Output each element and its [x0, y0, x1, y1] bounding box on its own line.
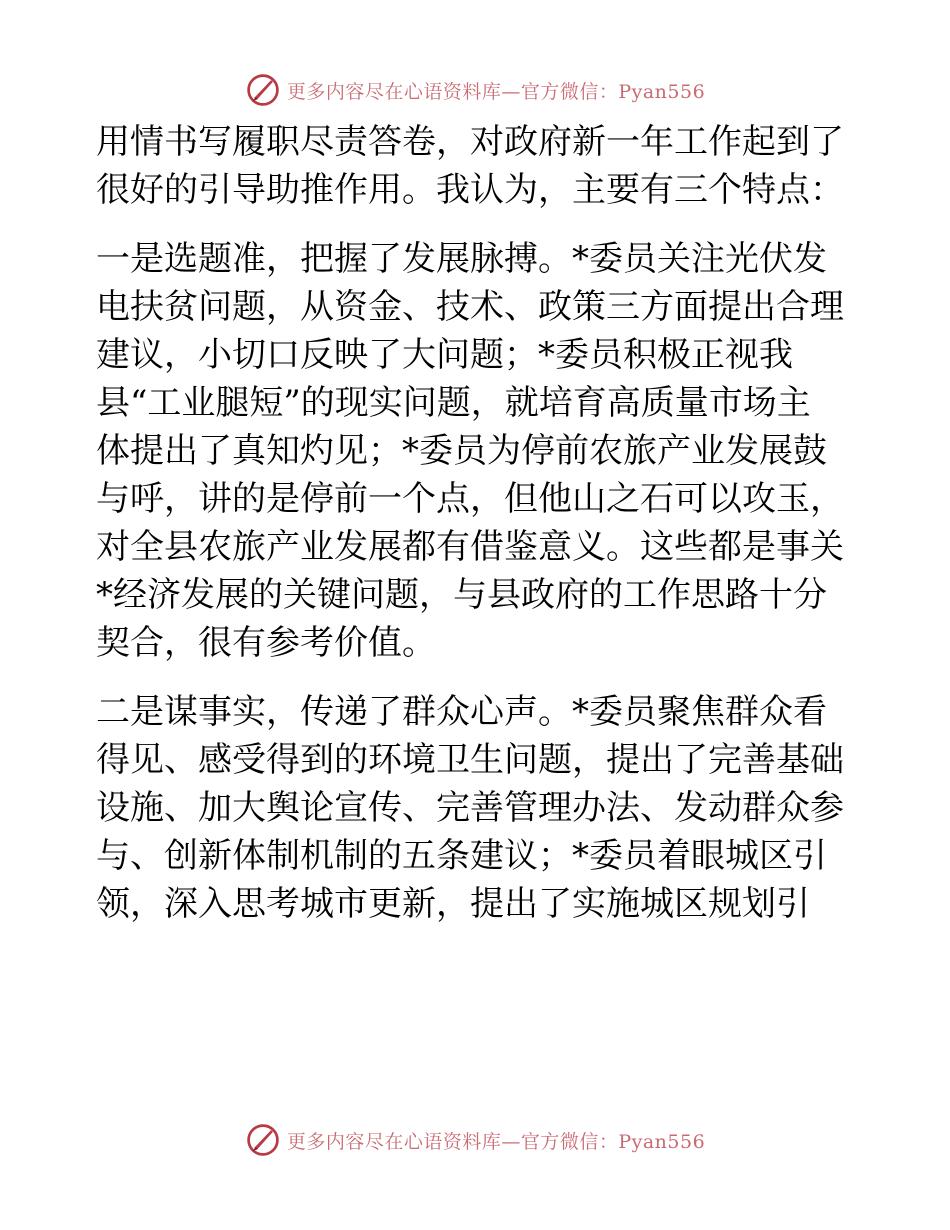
text-line: 契合，很有参考价值。 [96, 623, 436, 663]
watermark-text: 更多内容尽在心语资料库—官方微信：Pyan556 [286, 1130, 706, 1153]
text-line: 设施、加大舆论宣传、完善管理办法、发动群众参 [96, 788, 844, 828]
text-line: 建议，小切口反映了大问题；*委员积极正视我 [96, 335, 793, 375]
text-line: 对全县农旅产业发展都有借鉴意义。这些都是事关 [96, 527, 844, 567]
text-line: 领，深入思考城市更新，提出了实施城区规划引 [96, 884, 810, 924]
quill-logo-icon [245, 72, 281, 108]
text-line: 用情书写履职尽责答卷，对政府新一年工作起到了 [96, 122, 844, 162]
paragraph-gap [96, 214, 856, 235]
watermark-text: 更多内容尽在心语资料库—官方微信：Pyan556 [286, 80, 706, 103]
text-line: 一是选题准，把握了发展脉搏。*委员关注光伏发 [96, 239, 827, 279]
text-line: 与呼，讲的是停前一个点，但他山之石可以攻玉， [96, 479, 844, 519]
text-line: 县“工业腿短”的现实问题，就培育高质量市场主 [96, 383, 811, 423]
text-line: 电扶贫问题，从资金、技术、政策三方面提出合理 [96, 287, 844, 327]
paragraph-gap [96, 667, 856, 688]
text-line: *经济发展的关键问题，与县政府的工作思路十分 [96, 575, 827, 615]
text-line: 得见、感受得到的环境卫生问题，提出了完善基础 [96, 740, 844, 780]
text-line: 与、创新体制机制的五条建议；*委员着眼城区引 [96, 836, 827, 876]
text-line: 体提出了真知灼见；*委员为停前农旅产业发展鼓 [96, 431, 827, 471]
footer-watermark [0, 1120, 950, 1160]
header-watermark [0, 70, 950, 110]
quill-logo-icon [245, 1122, 281, 1158]
body-text [96, 118, 856, 928]
text-line: 很好的引导助推作用。我认为，主要有三个特点： [96, 170, 844, 210]
text-line: 二是谋事实，传递了群众心声。*委员聚焦群众看 [96, 692, 827, 732]
